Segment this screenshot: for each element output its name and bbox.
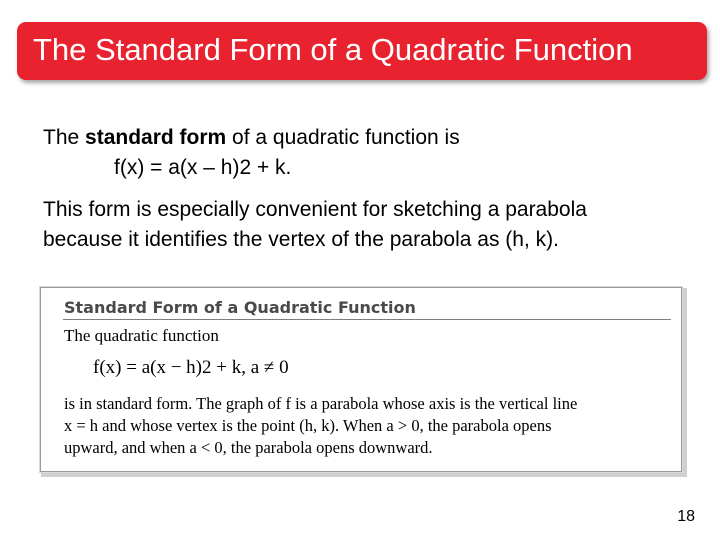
slide-title: The Standard Form of a Quadratic Function	[33, 32, 633, 67]
definition-desc-line-2: x = h and whose vertex is the point (h, k). When a > 0, the parabola opens	[64, 416, 552, 435]
intro-suffix: of a quadratic function is	[226, 126, 460, 149]
formula-text: f(x) = a(x – h)2 + k.	[114, 156, 292, 179]
title-banner	[17, 22, 707, 80]
definition-intro: The quadratic function	[64, 326, 219, 345]
page-number: 18	[677, 508, 695, 525]
intro-prefix: The	[43, 126, 86, 149]
intro-line	[43, 123, 703, 153]
definition-desc-line-1: is in standard form. The graph of f is a parabola whose axis is the vertical line	[64, 394, 578, 413]
intro-term: standard form	[85, 126, 227, 149]
definition-divider	[63, 319, 671, 320]
definition-heading: Standard Form of a Quadratic Function	[64, 298, 416, 317]
explanation-line-2: because it identifies the vertex of the parabola as (h, k).	[43, 228, 559, 251]
explanation-line-1: This form is especially convenient for sketching a parabola	[43, 198, 587, 221]
definition-box	[40, 287, 682, 472]
definition-description	[64, 393, 664, 459]
definition-desc-line-3: upward, and when a < 0, the parabola opens downward.	[64, 438, 433, 457]
definition-formula: f(x) = a(x − h)2 + k, a ≠ 0	[93, 357, 289, 378]
intro-formula	[43, 153, 703, 183]
slide-body	[43, 123, 703, 255]
